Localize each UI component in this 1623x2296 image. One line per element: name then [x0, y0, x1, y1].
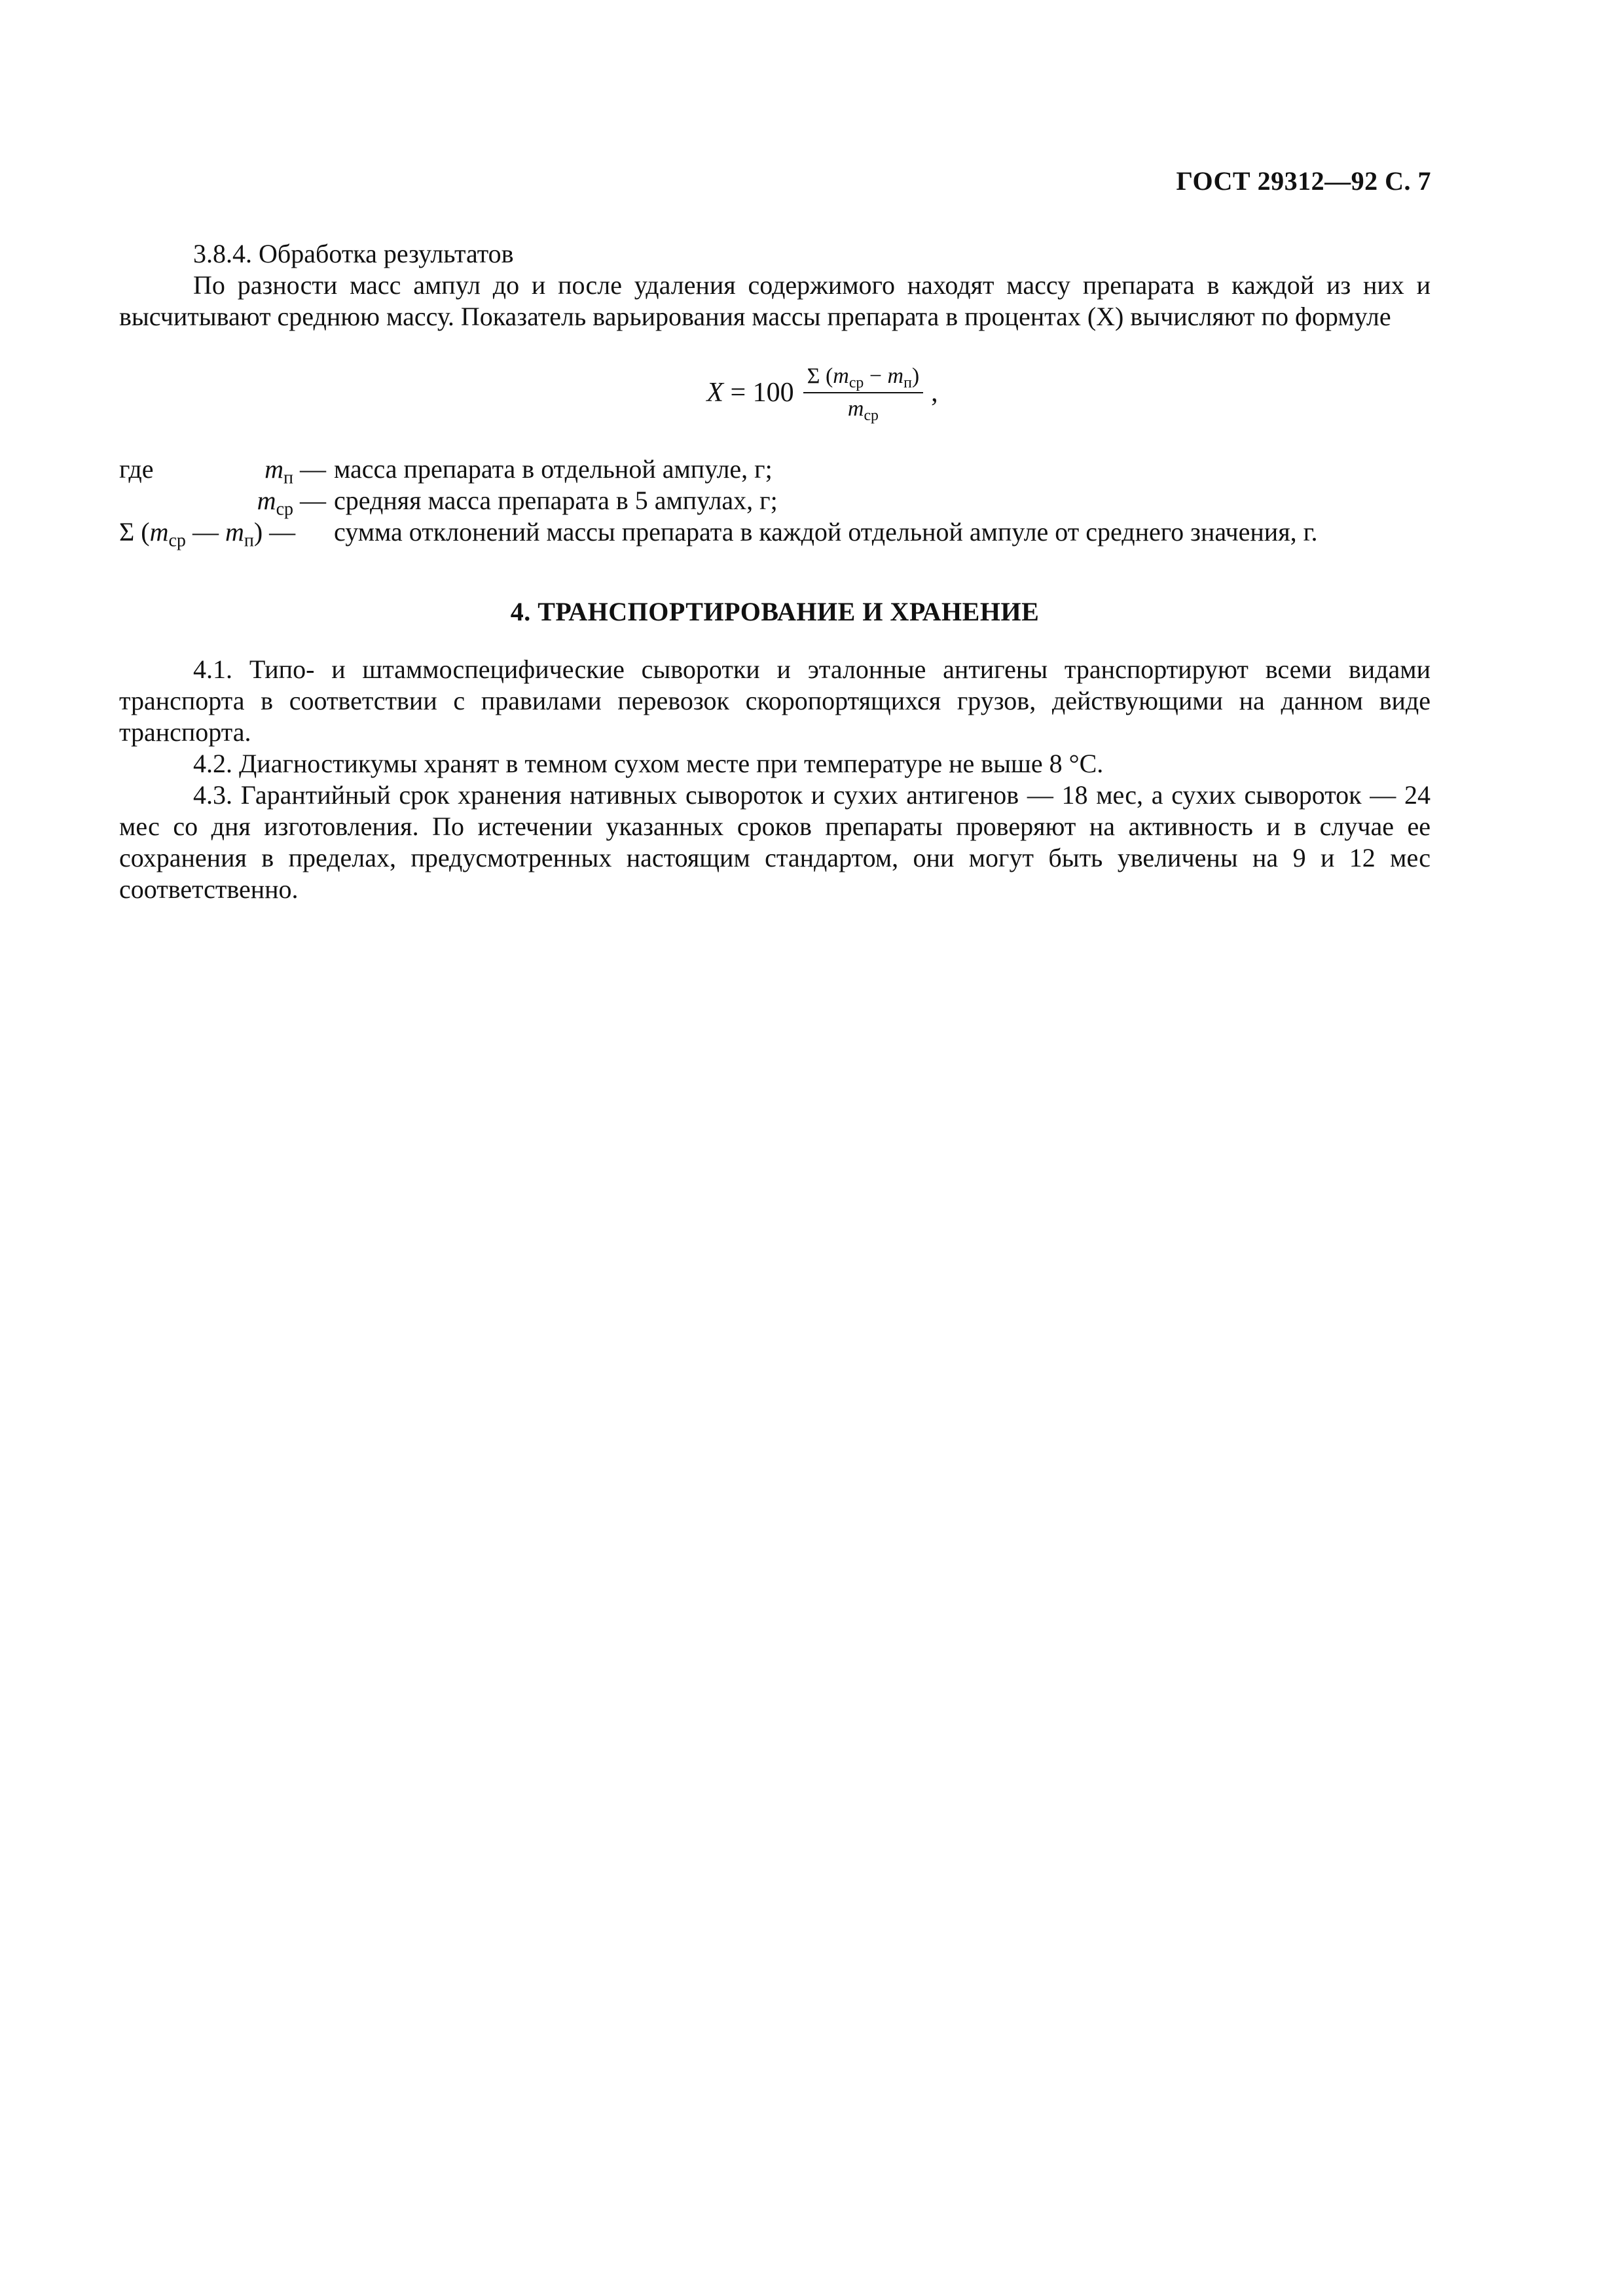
- formula-x: [119, 363, 1431, 425]
- desc-mp: масса препарата в отдельной ампуле, г;: [334, 454, 773, 484]
- paragraph-4-3: 4.3. Гарантийный срок хранения нативных сывороток и сухих антигенов — 18 мес, а сухих сывороток — 24 мес со дня изготовления. По истечении указанных сроков препараты проверяют на активность и в случае ее сохранения в пределах, предусмотренных настоящим стандартом, они могут быть увеличены на 9 и 12 мес соответственно.: [119, 780, 1431, 904]
- formula-lhs: X: [706, 378, 723, 408]
- formula-fraction: [803, 363, 923, 425]
- section-4-heading: 4. ТРАНСПОРТИРОВАНИЕ И ХРАНЕНИЕ: [510, 597, 1040, 626]
- symbol-mp: $m_п$ —: [264, 454, 326, 488]
- formula-numerator: Σ $(m_{ср} - m_п)$: [803, 363, 923, 393]
- symbol-sum: Σ ($m_{ср}$ — $m_п$) —: [119, 517, 296, 551]
- formula-coefficient: 100: [752, 378, 794, 408]
- desc-mcp: средняя масса препарата в 5 ампулах, г;: [334, 486, 778, 515]
- where-block: [119, 454, 1431, 579]
- paragraph-4-2: 4.2. Диагностикумы хранят в темном сухом месте при температуре не выше 8 °С.: [193, 749, 1104, 778]
- section-3-8-4-title: 3.8.4. Обработка результатов: [193, 239, 514, 268]
- symbol-mcp: $m_{ср}$ —: [257, 486, 326, 520]
- desc-sum: сумма отклонений массы препарата в каждой отдельной ампуле от среднего значения, г.: [334, 517, 1318, 547]
- paragraph-4-1: 4.1. Типо- и штаммоспецифические сыворотки и эталонные антигены транспортируют всеми видами транспорта в соответствии с правилами перевозок скоропортящихся грузов, действующими на данном виде транспорта.: [119, 655, 1431, 747]
- section-3-8-4-paragraph: По разности масс ампул до и после удаления содержимого находят массу препарата в каждой из них и высчитывают среднюю массу. Показатель варьирования массы препарата в процентах (X) вычисляют по формуле: [119, 270, 1431, 331]
- formula-denominator: $m_{ср}$: [847, 397, 879, 425]
- formula-trailing-comma: ,: [931, 378, 938, 408]
- formula-equals: =: [730, 378, 746, 408]
- running-header: ГОСТ 29312—92 С. 7: [1176, 166, 1431, 196]
- page-content: [119, 238, 1431, 905]
- where-label: где: [119, 454, 154, 484]
